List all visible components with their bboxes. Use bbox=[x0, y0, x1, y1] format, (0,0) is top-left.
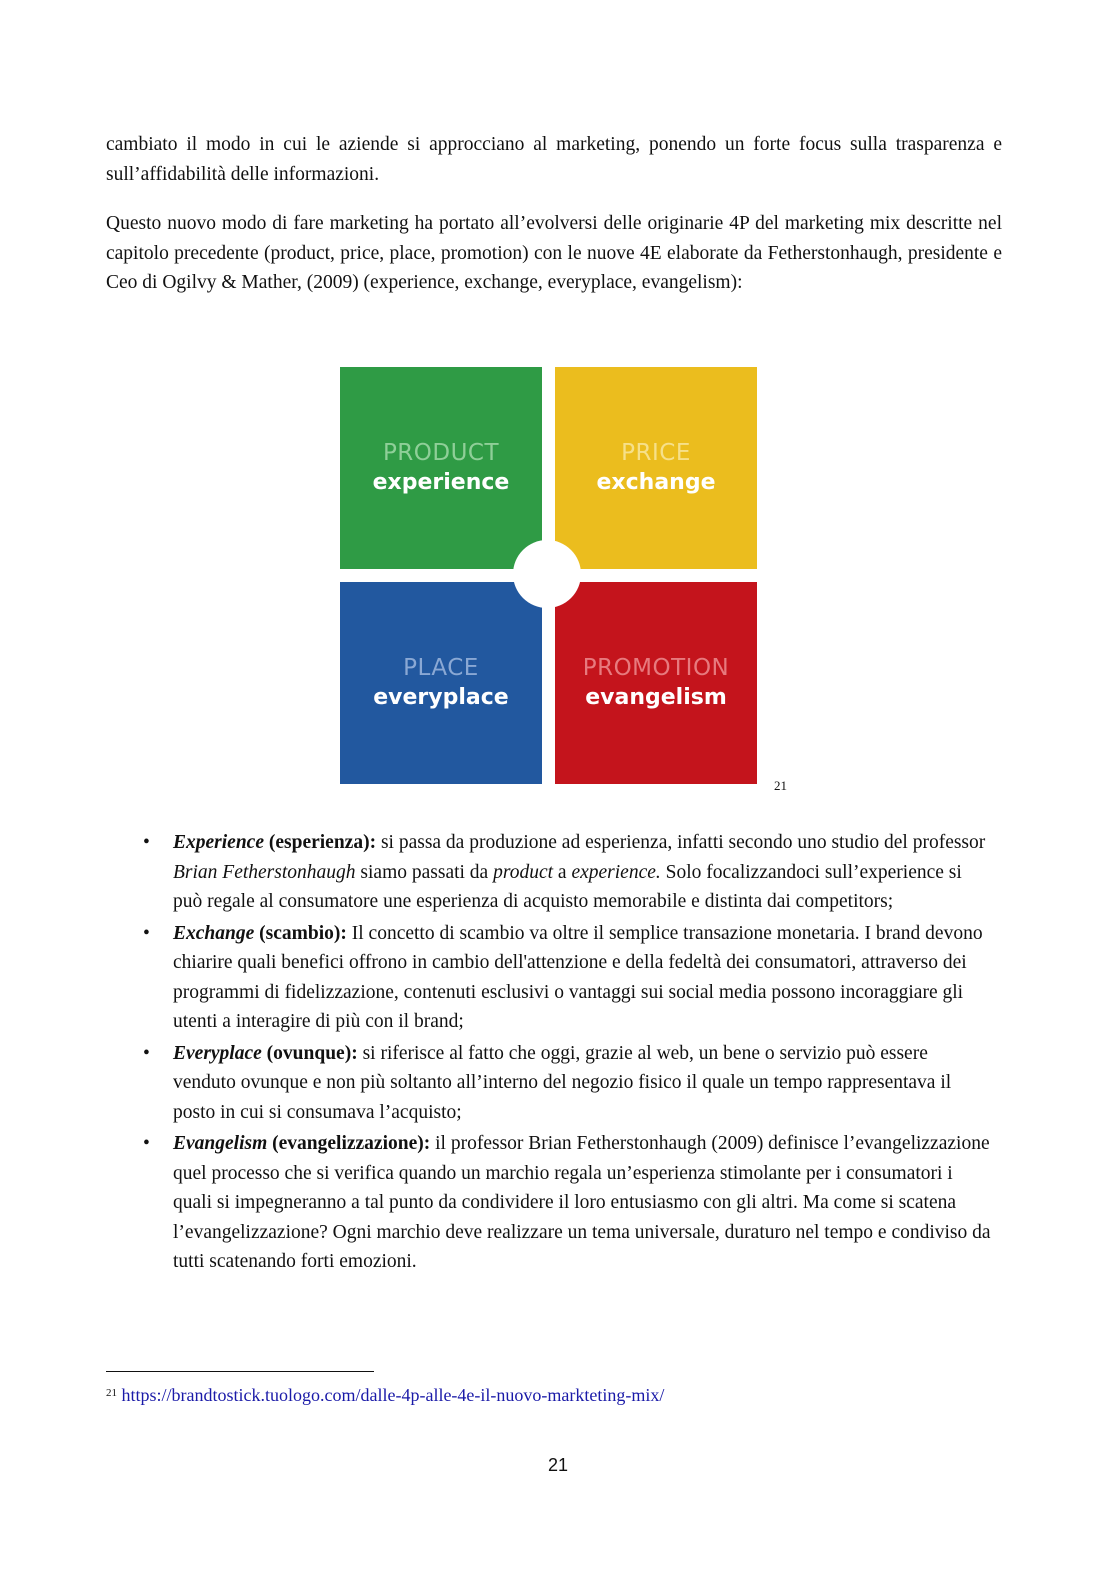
term-exchange: Exchange bbox=[173, 922, 255, 944]
item-text: si riferisce al fatto che oggi, grazie al web, un bene o servizio può essere venduto ovunque e non più soltanto all’interno del negozio fisico il quale un tempo rappresentava il posto in cui si consumava l’acquisto; bbox=[173, 1042, 952, 1123]
footnote-divider bbox=[106, 1371, 374, 1372]
term-translation: (esperienza): bbox=[268, 832, 377, 853]
footnote-number: 21 bbox=[106, 1387, 117, 1399]
list-item-exchange bbox=[143, 919, 995, 1037]
quadrant-label-evangelism: evangelism bbox=[585, 685, 727, 710]
bullet-icon: • bbox=[143, 832, 150, 853]
quadrant-label-price: PRICE bbox=[621, 440, 691, 466]
person-name: Brian Fetherstonhaugh bbox=[173, 861, 356, 883]
bullet-icon: • bbox=[143, 922, 150, 944]
quadrant-label-exchange: exchange bbox=[596, 470, 716, 495]
item-text: a bbox=[553, 861, 572, 883]
quadrant-promotion-evangelism bbox=[555, 582, 757, 784]
footnote-link[interactable]: https://brandtostick.tuologo.com/dalle-4p-alle-4e-il-nuovo-markteting-mix/ bbox=[121, 1385, 665, 1405]
term-evangelism: Evangelism bbox=[173, 1133, 268, 1154]
term-translation: (scambio): bbox=[259, 922, 347, 944]
item-text: si passa da produzione ad esperienza, infatti secondo uno studio del professor bbox=[376, 832, 986, 853]
paragraph-4e: Questo nuovo modo di fare marketing ha portato all’evolversi delle originarie 4P del marketing mix descritte nel capitolo precedente (product, price, place, promotion) con le nuove 4E elaborate da Fetherstonhaugh, presidente e Ceo di Ogilvy & Mather, (2009) (experience, exchange, everyplace, evangelism): bbox=[106, 213, 1002, 293]
page-number: 21 bbox=[547, 1455, 569, 1475]
item-text: Solo focalizzandoci sull’experience si può regale al consumatore une esperienza di acquisto memorabile e distinta dai competitors; bbox=[173, 861, 962, 912]
item-text: Il concetto di scambio va oltre il semplice transazione monetaria. I brand devono chiarire quali benefici offrono in cambio dell'attenzione e della fedeltà dei consumatori, attraverso dei programmi di fidelizzazione, contenuti esclusivi o vantaggi sui social media possono incoraggiare gli utenti a interagire di più con il brand; bbox=[173, 922, 983, 1032]
quadrant-product-experience bbox=[340, 367, 542, 569]
figure-footnote-ref: 21 bbox=[774, 778, 787, 793]
quadrant-label-product: PRODUCT bbox=[382, 440, 500, 466]
quadrant-price-exchange bbox=[555, 367, 757, 569]
quadrant-label-everyplace: everyplace bbox=[373, 685, 509, 710]
term-everyplace: Everyplace bbox=[173, 1042, 262, 1064]
term-translation: (evangelizzazione): bbox=[272, 1133, 431, 1154]
list-item-experience bbox=[143, 828, 995, 917]
paragraph-intro: cambiato il modo in cui le aziende si approcciano al marketing, ponendo un forte focus sulla trasparenza e sull’affidabilità delle informazioni. bbox=[106, 134, 1002, 185]
quadrant-label-place: PLACE bbox=[403, 655, 479, 681]
list-item-everyplace bbox=[143, 1039, 995, 1128]
bullet-icon: • bbox=[143, 1042, 150, 1064]
item-text: il professor Brian Fetherstonhaugh (2009) definisce l’evangelizzazione quel processo che si verifica quando un marchio regala un’esperienza stimolante per i consumatori i quali si impegneranno a tal punto da condividere il loro entusiasmo con gli altri. Ma come si scatena l’evangelizzazione? Ogni marchio deve realizzare un tema universale, duraturo nel tempo e condiviso da tutti scatenando forti emozioni. bbox=[173, 1133, 991, 1272]
term-translation: (ovunque): bbox=[266, 1042, 358, 1064]
word-experience: experience. bbox=[571, 861, 661, 883]
quadrant-label-experience: experience bbox=[372, 470, 510, 495]
bullet-icon: • bbox=[143, 1133, 150, 1154]
footnote bbox=[106, 1383, 664, 1407]
item-text: siamo passati da bbox=[355, 861, 494, 883]
word-product: product bbox=[493, 861, 554, 883]
center-circle bbox=[513, 540, 581, 608]
term-experience: Experience bbox=[173, 832, 264, 853]
quadrant-place-everyplace bbox=[340, 582, 542, 784]
quadrant-label-promotion: PROMOTION bbox=[582, 655, 730, 681]
four-e-list bbox=[143, 828, 995, 1279]
four-e-diagram bbox=[340, 367, 758, 787]
list-item-evangelism bbox=[143, 1129, 995, 1277]
